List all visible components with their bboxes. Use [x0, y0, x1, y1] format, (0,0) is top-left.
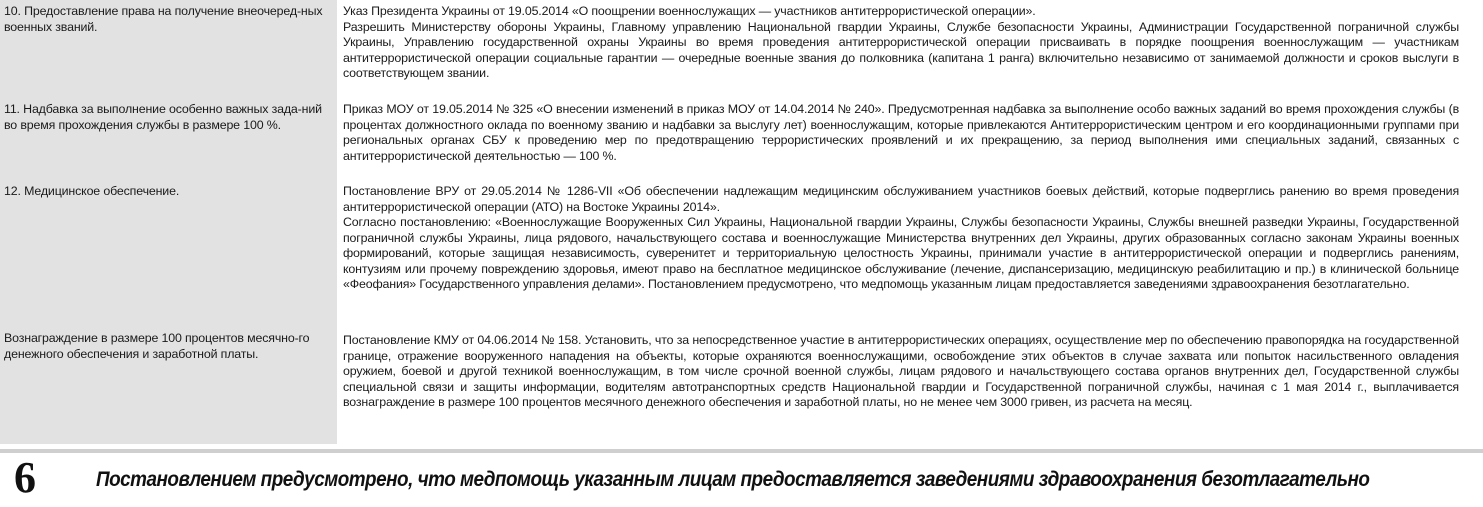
description-paragraph: Постановление ВРУ от 29.05.2014 № 1286-VII «Об обеспечении надлежащим медицинским обслуживанием участников боевых действий, которые подверглись ранению во время проведения антитеррористической операции (АТО) на Востоке Украины 2014». — [343, 184, 1459, 214]
benefit-description — [339, 180, 1483, 329]
description-paragraph: Постановление КМУ от 04.06.2014 № 158. Установить, что за непосредственное участие в антитеррористических операциях, осуществление мер по обеспечению правопорядка на государственной границе, отражение вооруженного нападения на объекты, которые охраняются военнослужащими, освобождение этих объектов в случае захвата или попыток насильственного овладения оружием, боевой и другой техникой военнослужащим, в том числе срочной военной службы, лицам рядового и начальствующего состава органов внутренних дел, Государственной службы специальной связи и защиты информации, водителям автотранспортных средств Национальной гвардии и Государственной пограничной службы, начиная с 1 мая 2014 г., выплачивается вознаграждение в размере 100 процентов месячного денежного обеспечения и заработной платы, но не менее чем 3000 гривен, из расчета на месяц. — [343, 333, 1459, 409]
benefit-label: Вознаграждение в размере 100 процентов месячно-го денежного обеспечения и заработной платы. — [0, 329, 339, 444]
description-paragraph: Указ Президента Украины от 19.05.2014 «О поощрении военнослужащих — участников антитеррористической операции». — [343, 4, 1036, 18]
benefit-label: 10. Предоставление права на получение внеочеред-ных военных званий. — [0, 0, 339, 98]
description-paragraph: Разрешить Министерству обороны Украины, Главному управлению Национальной гвардии Украины, Службе безопасности Украины, Администрации Государственной пограничной службы Украины, Управлению государственной охраны Украины во время проведения антитеррористической операции присваивать в порядке поощрения военнослужащим — участникам антитеррористической операции социальные гарантии — очередные военные звания до полковника (капитана 1 ранга) включительно независимо от занимаемой должности и сроков выслуги в соответствующем звании. — [343, 19, 1459, 80]
benefit-label: 12. Медицинское обеспечение. — [0, 180, 339, 329]
benefit-description — [339, 329, 1483, 444]
table-row — [0, 98, 1483, 180]
table-row — [0, 180, 1483, 329]
benefit-label: 11. Надбавка за выполнение особенно важных зада-ний во время прохождения службы в размере 100 %. — [0, 98, 339, 180]
page-number: 6 — [14, 453, 36, 502]
footer-divider — [0, 449, 1483, 453]
benefit-description — [339, 0, 1483, 98]
table-row — [0, 329, 1483, 444]
table-row — [0, 0, 1483, 98]
footer-pull-quote: Постановлением предусмотрено, что медпомощь указанным лицам предоставляется заведениями здравоохранения безотлагательно — [96, 468, 1370, 491]
benefit-description — [339, 98, 1483, 180]
description-paragraph: Приказ МОУ от 19.05.2014 № 325 «О внесении изменений в приказ МОУ от 14.04.2014 № 240». Предусмотренная надбавка за выполнение особо важных заданий во время прохождения службы (в процентах должностного оклада по военному званию и надбавки за выслугу лет) военнослужащим, которые привлекаются Антитеррористическим центром и его координационными группами при региональных органах СБУ к проведению мер по предотвращению террористических проявлений и их прекращению, за период выполнения ими специальных заданий, связанных с антитеррористической деятельностью — 100 %. — [343, 102, 1459, 163]
page-footer — [0, 449, 1483, 507]
description-paragraph: Согласно постановлению: «Военнослужащие Вооруженных Сил Украины, Национальной гвардии Украины, Службы безопасности Украины, Службы внешней разведки Украины, Государственной пограничной службы Украины, лица рядового, начальствующего состава и военнослужащие Министерства внутренних дел Украины, других образованных согласно законам Украины военных формирований, которые защищая независимость, суверенитет и территориальную целостность Украины, принимали участие в антитеррористической операции и подверглись ранениям, контузиям или прочему повреждению здоровья, имеют право на бесплатное медицинское обслуживание (лечение, диспансеризацию, медицинскую реабилитацию и пр.) в клинической больнице «Феофания» Государственного управления делами». Постановлением предусмотрено, что медпомощь указанным лицам предоставляется заведениями здравоохранения безотлагательно. — [343, 215, 1459, 291]
